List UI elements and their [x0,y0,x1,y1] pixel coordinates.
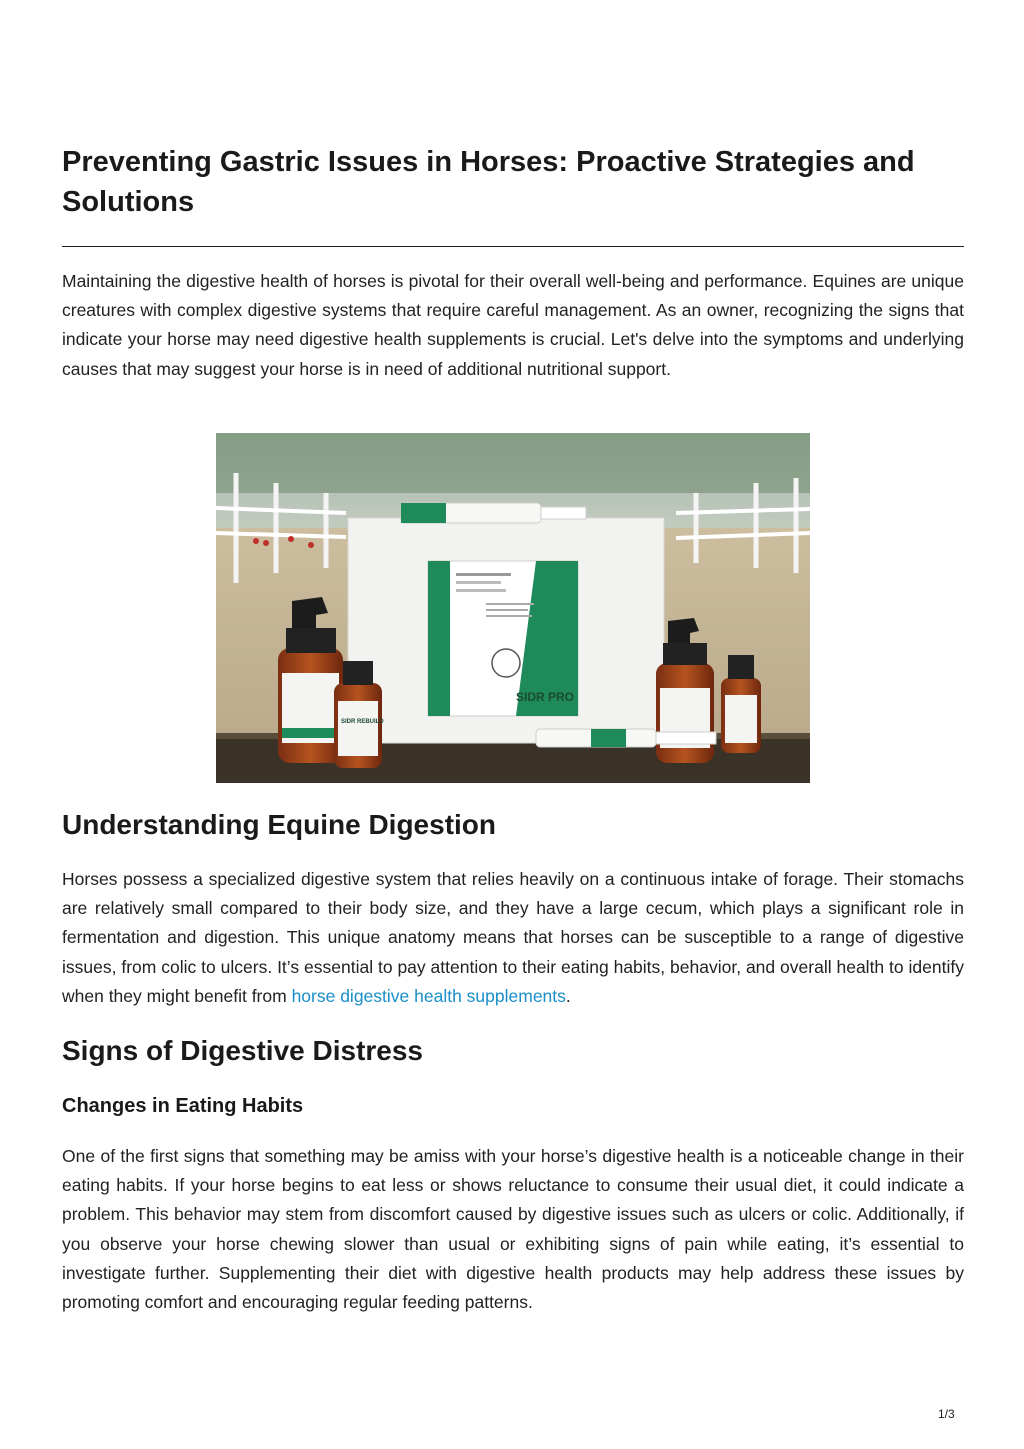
product-photo-illustration [216,433,810,783]
intro-paragraph: Maintaining the digestive health of horses is pivotal for their overall well-being and performance. Equines are unique creatures with complex digestive systems that require careful management. As an owner, recognizing the signs that indicate your horse may need digestive health supplements is crucial. Let's delve into the symptoms and underlying causes that may suggest your horse is in need of additional nutritional support. [62,271,964,379]
title-divider [62,246,964,247]
section-heading-distress: Signs of Digestive Distress [62,1035,424,1066]
bottle-brand-label: SIDR REBUILD [341,719,384,725]
digestion-tail: . [565,985,571,1006]
digestion-paragraph [62,865,964,1011]
supplements-link[interactable]: horse digestive health supplements [291,985,566,1006]
subheading-eating-habits: Changes in Eating Habits [62,1095,304,1117]
section-heading-digestion: Understanding Equine Digestion [62,809,497,840]
product-photo [216,433,810,783]
box-brand-label: SIDR PRO [516,690,575,704]
page-title: Preventing Gastric Issues in Horses: Proactive Strategies and Solutions [62,146,915,218]
digestion-body: Horses possess a specialized digestive system that relies heavily on a continuous intake of forage. Their stomachs are relatively small compared to their body size, and they have a large cecum, which plays a significant role in fermentation and digestion. This unique anatomy means that horses can be susceptible to a range of digestive issues, from colic to ulcers. It’s essential to pay attention to their eating habits, behavior, and overall health to identify when they might benefit from [62,869,964,1006]
page-number: 1/3 [938,1407,955,1421]
eating-habits-paragraph: One of the first signs that something may be amiss with your horse’s digestive health is a noticeable change in their eating habits. If your horse begins to eat less or shows reluctance to consume their usual diet, it could indicate a problem. This behavior may stem from discomfort caused by digestive issues such as ulcers or colic. Additionally, if you observe your horse chewing slower than usual or exhibiting signs of pain while eating, it’s essential to investigate further. Supplementing their diet with digestive health products may help address these issues by promoting comfort and encouraging regular feeding patterns. [62,1146,964,1313]
